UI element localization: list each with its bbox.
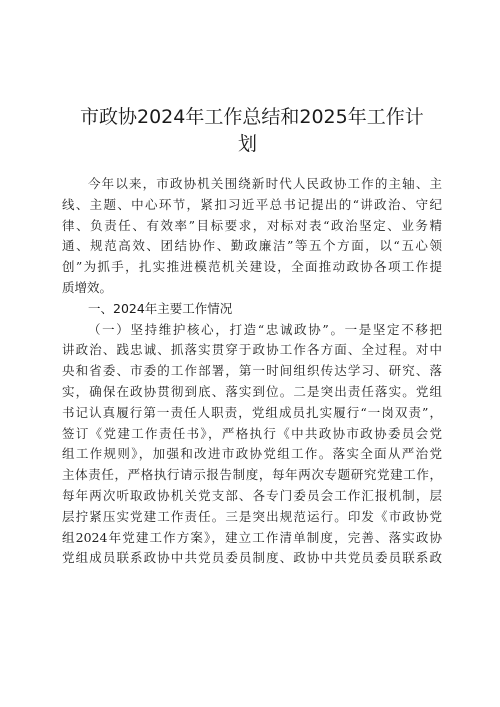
paragraph-line: 党组成员联系政协中共党员委员制度、政协中共党员委员联系政 [62, 550, 442, 566]
paragraph-line: 每年两次听取政协机关党支部、各专门委员会工作汇报机制，层 [62, 487, 442, 503]
paragraph-line: 创”为抓手，扎实推进模范机关建设，全面推动政协各项工作提 [62, 259, 442, 275]
paragraph-line: 组2024年党建工作方案》，建立工作清单制度，完善、落实政协 [62, 529, 442, 545]
paragraph-line: （一）坚持维护核心，打造“忠诚政协”。一是坚定不移把 [88, 321, 442, 337]
paragraph-line: 书记认真履行第一责任人职责，党组成员扎实履行“一岗双责”， [62, 404, 442, 420]
paragraph-line: 签订《党建工作责任书》，严格执行《中共政协市政协委员会党 [62, 425, 442, 441]
paragraph-line: 实，确保在政协贯彻到底、落实到位。二是突出责任落实。党组 [62, 383, 442, 399]
paragraph-line: 讲政治、践忠诚、抓落实贯穿于政协工作各方面、全过程。对中 [62, 342, 442, 358]
paragraph-line: 央和省委、市委的工作部署，第一时间组织传达学习、研究、落 [62, 363, 442, 379]
document-title-line-2: 划 [238, 133, 258, 155]
document-title-line-1: 市政协2024年工作总结和2025年工作计 [80, 106, 424, 128]
paragraph-line: 主体责任，严格执行请示报告制度，每年两次专题研究党建工作， [62, 467, 442, 483]
paragraph-line: 层拧紧压实党建工作责任。三是突出规范运行。印发《市政协党 [62, 508, 442, 524]
paragraph-line: 质增效。 [62, 279, 113, 295]
paragraph-line: 今年以来，市政协机关围绕新时代人民政协工作的主轴、主 [88, 176, 442, 191]
paragraph-line: 律、负责任、有效率”目标要求，对标对表“政治坚定、业务精 [62, 217, 442, 233]
document-body [62, 174, 442, 569]
section-heading: 一、2024年主要工作情况 [88, 300, 233, 316]
paragraph-line: 组工作规则》，加强和改进市政协党组工作。落实全面从严治党 [62, 446, 442, 462]
paragraph-line: 线、主题、中心环节，紧扣习近平总书记提出的“讲政治、守纪 [62, 196, 442, 212]
paragraph-line: 通、规范高效、团结协作、勤政廉洁”等五个方面，以“五心领 [62, 238, 442, 254]
